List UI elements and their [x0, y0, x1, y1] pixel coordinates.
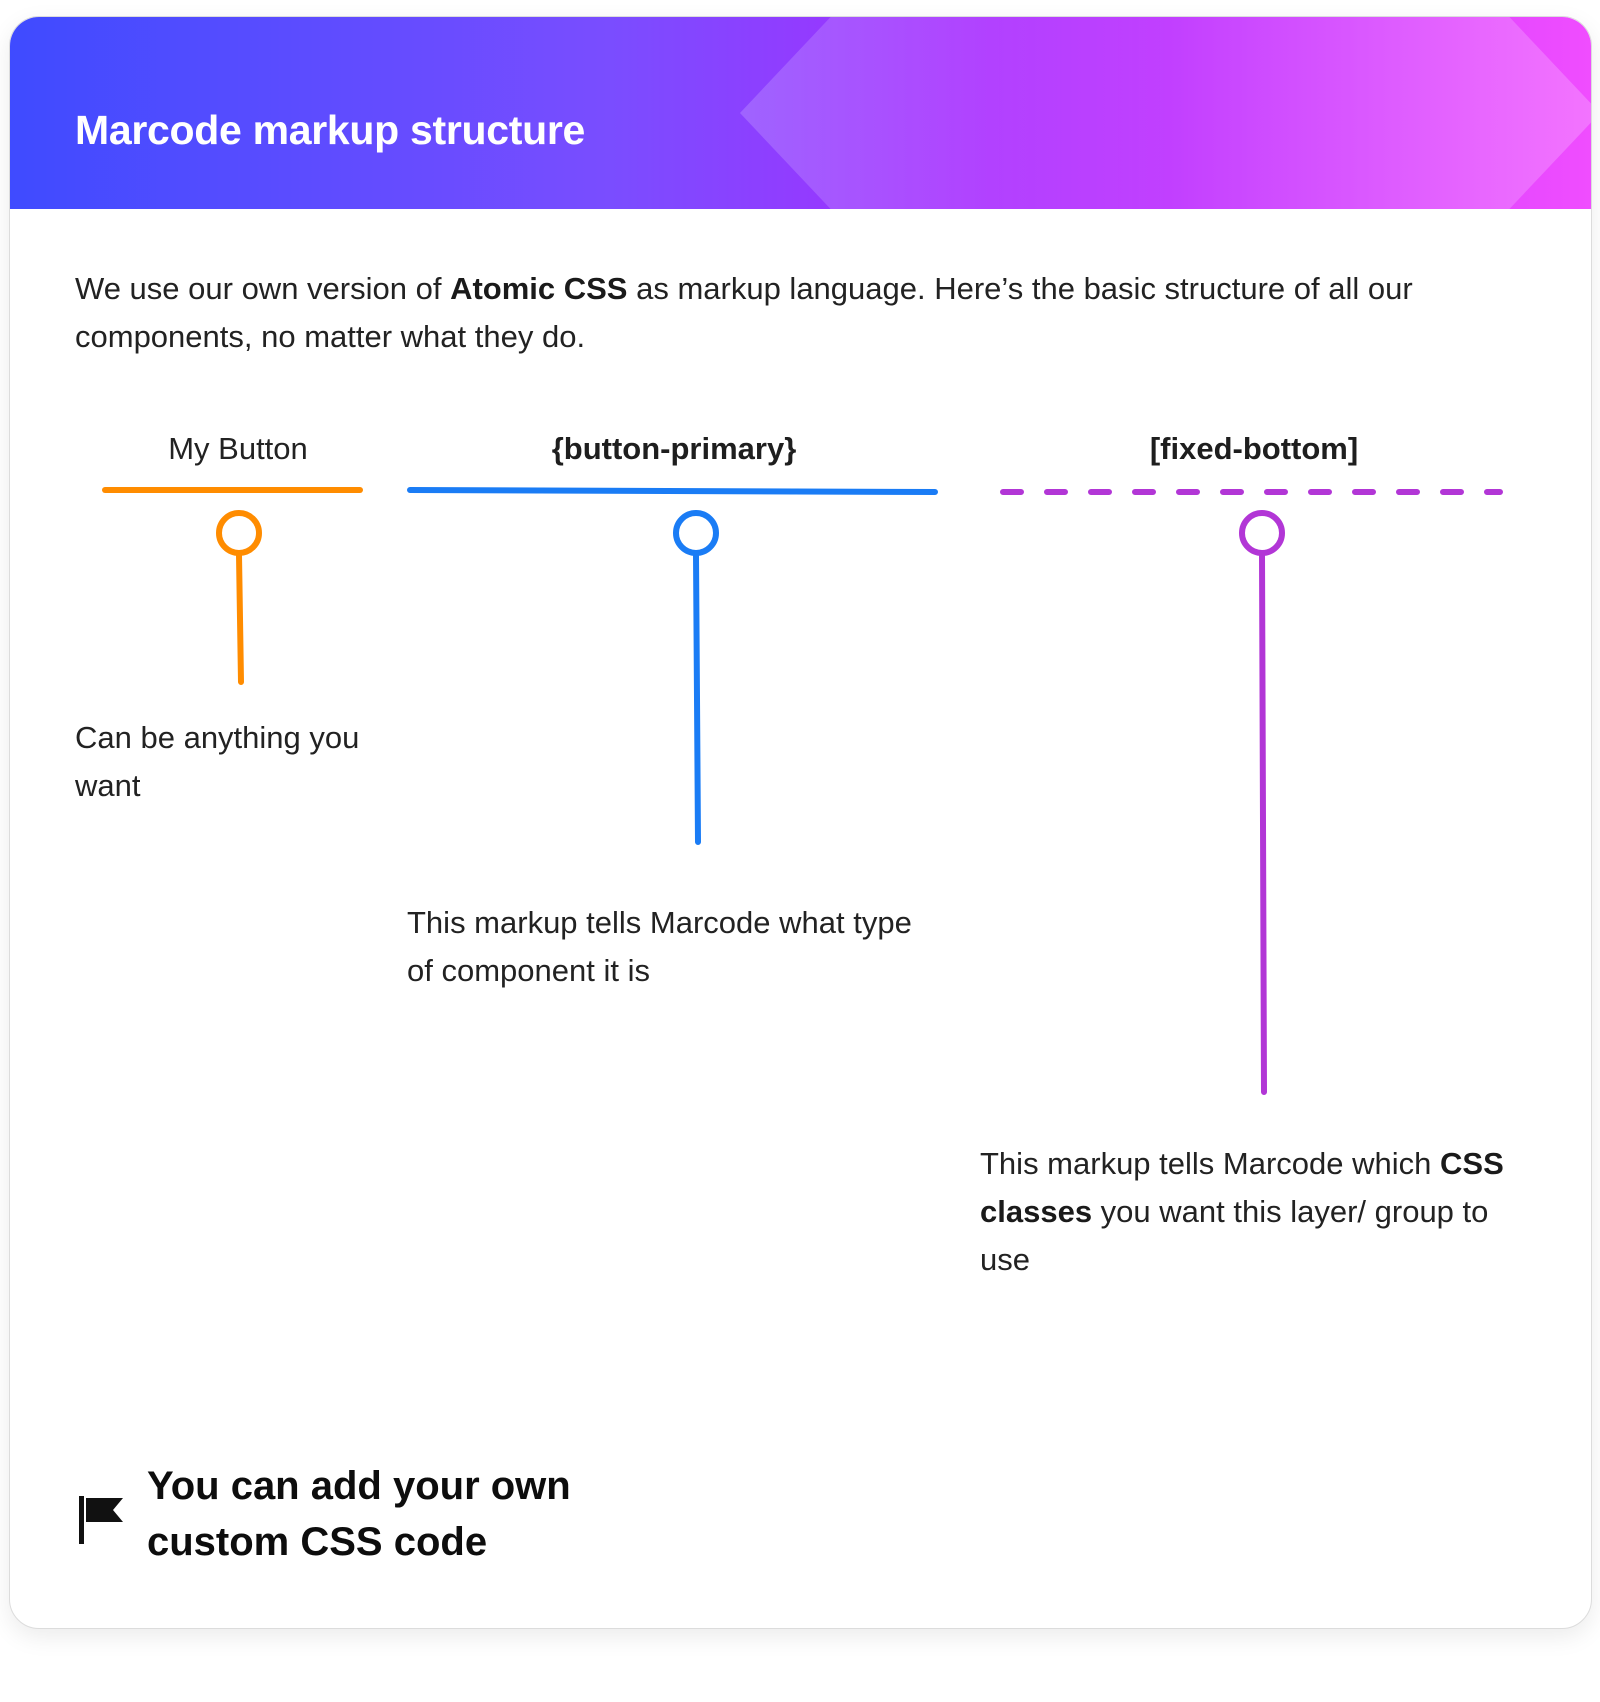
- segment-label-type: {button-primary}: [551, 431, 797, 466]
- segment-pin-classes: [1242, 513, 1282, 553]
- segment-fixed-bottom: [1003, 431, 1500, 1092]
- caption-type: This markup tells Marcode what type of component it is: [407, 905, 912, 988]
- custom-css-callout: [75, 1458, 667, 1570]
- segment-pin-name: [219, 513, 259, 553]
- segment-pin-type: [676, 513, 716, 553]
- segment-underline-type: [410, 490, 935, 492]
- segment-label-name: My Button: [168, 431, 308, 466]
- segment-my-button: [105, 431, 360, 682]
- segment-pointer-name: [239, 555, 241, 682]
- caption-classes-end: you want this layer/ group to use: [980, 1194, 1489, 1277]
- caption-classes-start: This markup tells Marcode which: [980, 1146, 1440, 1181]
- segment-pointer-type: [696, 555, 698, 842]
- intro-text-end: as markup language. Here’s the basic structure of all our components, no matter what they do.: [75, 271, 1413, 354]
- segment-pointer-classes: [1262, 555, 1264, 1092]
- segment-button-primary: [410, 431, 935, 842]
- intro-text-start: We use our own version of: [75, 271, 451, 306]
- page-title: Marcode markup structure: [75, 107, 586, 153]
- markup-structure-card: [9, 16, 1592, 1629]
- intro-text-bold: Atomic CSS: [450, 271, 628, 306]
- flag-icon: [75, 1490, 127, 1548]
- segment-label-classes: [fixed-bottom]: [1149, 431, 1359, 466]
- markup-diagram: [10, 17, 1591, 1628]
- caption-name: Can be anything you want: [75, 720, 360, 803]
- caption-classes: [980, 1140, 1540, 1284]
- callout-text: You can add your own custom CSS code: [147, 1464, 571, 1564]
- caption-classes-bold: CSS classes: [980, 1146, 1504, 1229]
